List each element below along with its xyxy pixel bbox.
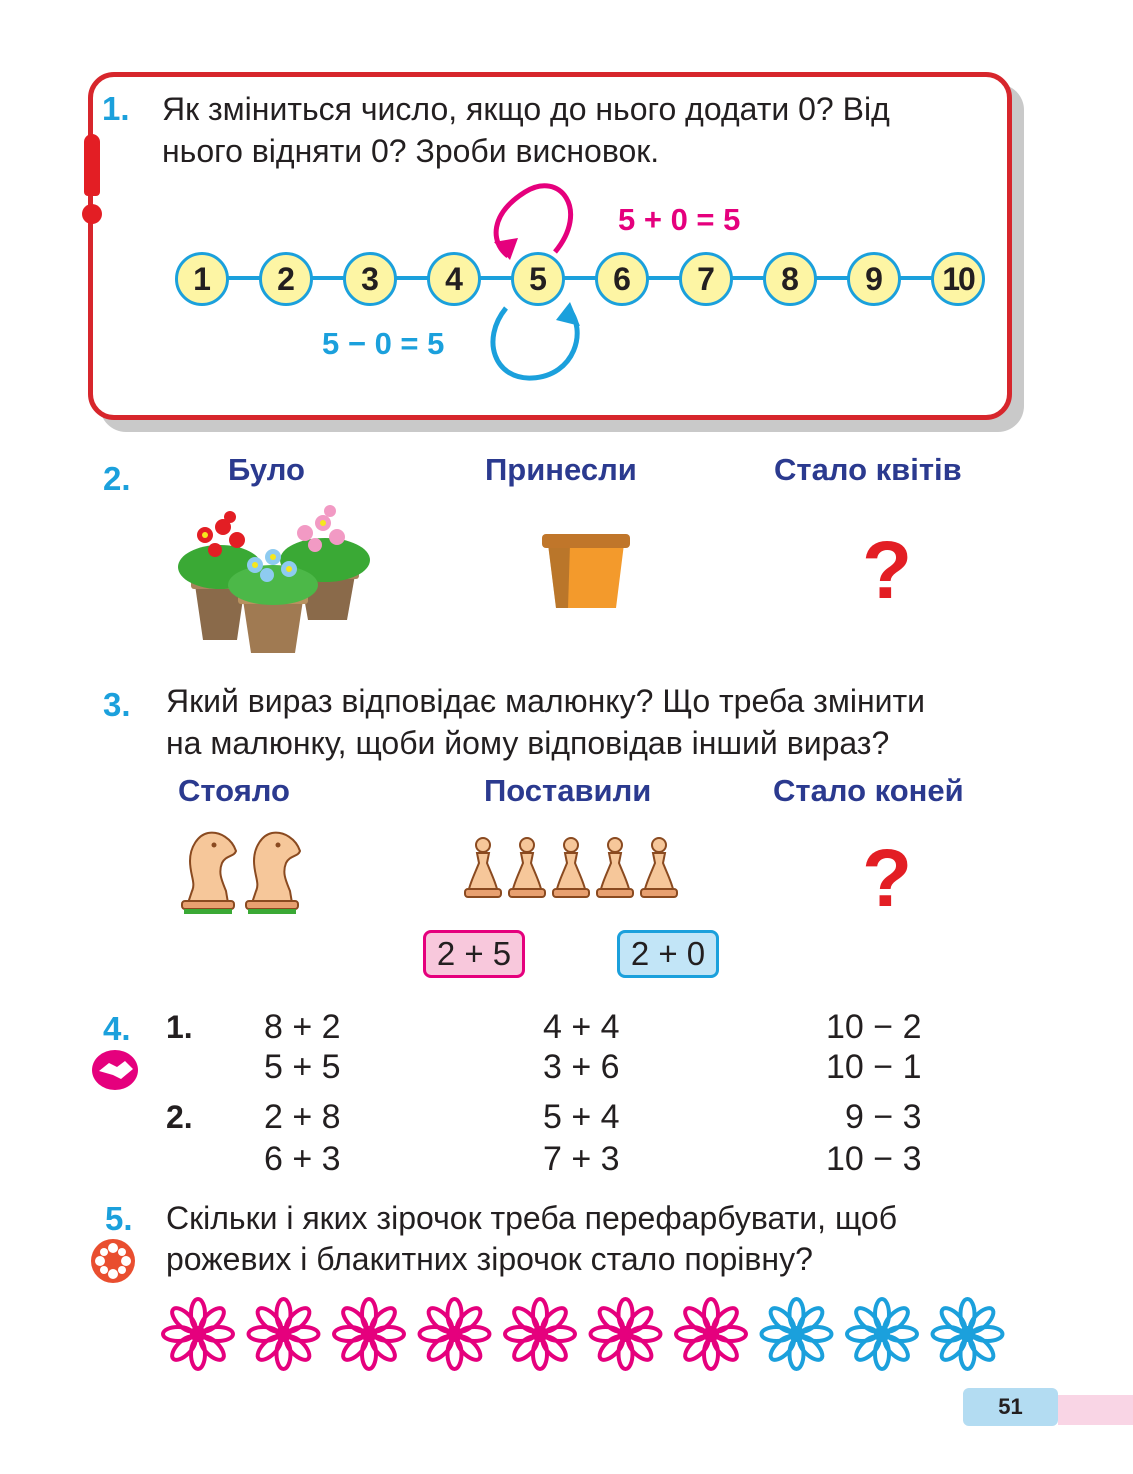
pink-star-6 — [591, 1299, 661, 1369]
task4-level1: 1. — [166, 1009, 193, 1045]
number-circle-1: 1 — [175, 252, 229, 306]
number-circle-8: 8 — [763, 252, 817, 306]
pink-star-7 — [676, 1299, 746, 1369]
task2-number: 2. — [103, 460, 131, 497]
l1-col3-row2: 10 − 1 — [826, 1048, 922, 1086]
l2-col2-row2: 7 + 3 — [543, 1140, 620, 1178]
l2-col1-row2: 6 + 3 — [264, 1140, 341, 1178]
task4-level2: 2. — [166, 1099, 193, 1135]
task4-number: 4. — [103, 1010, 131, 1047]
blue-star-10 — [933, 1299, 1003, 1369]
empty-pot-image — [540, 530, 632, 610]
number-circle-2: 2 — [259, 252, 313, 306]
number-circle-6: 6 — [595, 252, 649, 306]
task3-text-line2: на малюнку, щоби йому відповідав інший вираз? — [166, 725, 890, 761]
pink-star-4 — [420, 1299, 490, 1369]
task1-number: 1. — [102, 90, 130, 127]
number-circle-4: 4 — [427, 252, 481, 306]
task3-number: 3. — [103, 686, 131, 723]
l2-col2-row1: 5 + 4 — [543, 1098, 620, 1136]
task3-header-placed: Поставили — [484, 773, 652, 808]
pink-star-2 — [249, 1299, 319, 1369]
number-circle-7: 7 — [679, 252, 733, 306]
task5-number: 5. — [105, 1200, 133, 1237]
l1-col3-row1: 10 − 2 — [826, 1008, 922, 1046]
pink-star-3 — [334, 1299, 404, 1369]
task3-header-became: Стало коней — [773, 773, 964, 808]
task2-header-brought: Принесли — [485, 452, 637, 487]
task3-text-line1: Який вираз відповідає малюнку? Що треба змінити — [166, 683, 926, 719]
equation-add-zero: 5 + 0 = 5 — [618, 202, 741, 237]
equation-subtract-zero: 5 − 0 = 5 — [322, 326, 445, 361]
stars-row — [160, 1296, 1020, 1376]
task2-header-became: Стало квітів — [774, 452, 962, 487]
l1-col1-row2: 5 + 5 — [264, 1048, 341, 1086]
task3-question-mark: ? — [862, 833, 913, 924]
l2-col3-row1: 9 − 3 — [845, 1098, 922, 1136]
expression-blue: 2 + 0 — [617, 930, 719, 978]
l2-col1-row1: 2 + 8 — [264, 1098, 341, 1136]
page-number-strip — [1058, 1395, 1133, 1425]
task1-text-line2: нього відняти 0? Зроби висновок. — [162, 133, 660, 169]
number-circle-10: 10 — [931, 252, 985, 306]
number-circle-3: 3 — [343, 252, 397, 306]
number-circle-5: 5 — [511, 252, 565, 306]
l1-col2-row1: 4 + 4 — [543, 1008, 620, 1046]
expression-pink: 2 + 5 — [423, 930, 525, 978]
task2-header-was: Було — [228, 452, 305, 487]
exclamation-icon — [82, 134, 102, 226]
l1-col2-row2: 3 + 6 — [543, 1048, 620, 1086]
l2-col3-row2: 10 − 3 — [826, 1140, 922, 1178]
task1-text-line1: Як зміниться число, якщо до нього додати 0? Від — [162, 91, 890, 127]
task5-text-line1: Скільки і яких зірочок треба перефарбувати, щоб — [166, 1200, 898, 1236]
l1-col1-row1: 8 + 2 — [264, 1008, 341, 1046]
flower-icon — [90, 1238, 136, 1284]
blue-star-8 — [762, 1299, 832, 1369]
number-circle-9: 9 — [847, 252, 901, 306]
task3-header-stood: Стояло — [178, 773, 290, 808]
knights-image — [176, 825, 306, 917]
blue-star-9 — [847, 1299, 917, 1369]
pink-star-1 — [163, 1299, 233, 1369]
pawns-image — [463, 835, 683, 901]
page-number: 51 — [963, 1388, 1058, 1426]
pink-star-5 — [505, 1299, 575, 1369]
loop-arrows — [470, 180, 600, 390]
flower-pots-image — [175, 505, 385, 655]
task5-text-line2: рожевих і блакитних зірочок стало порівну? — [166, 1241, 813, 1277]
handshake-icon — [91, 1049, 139, 1091]
task2-question-mark: ? — [862, 525, 913, 616]
